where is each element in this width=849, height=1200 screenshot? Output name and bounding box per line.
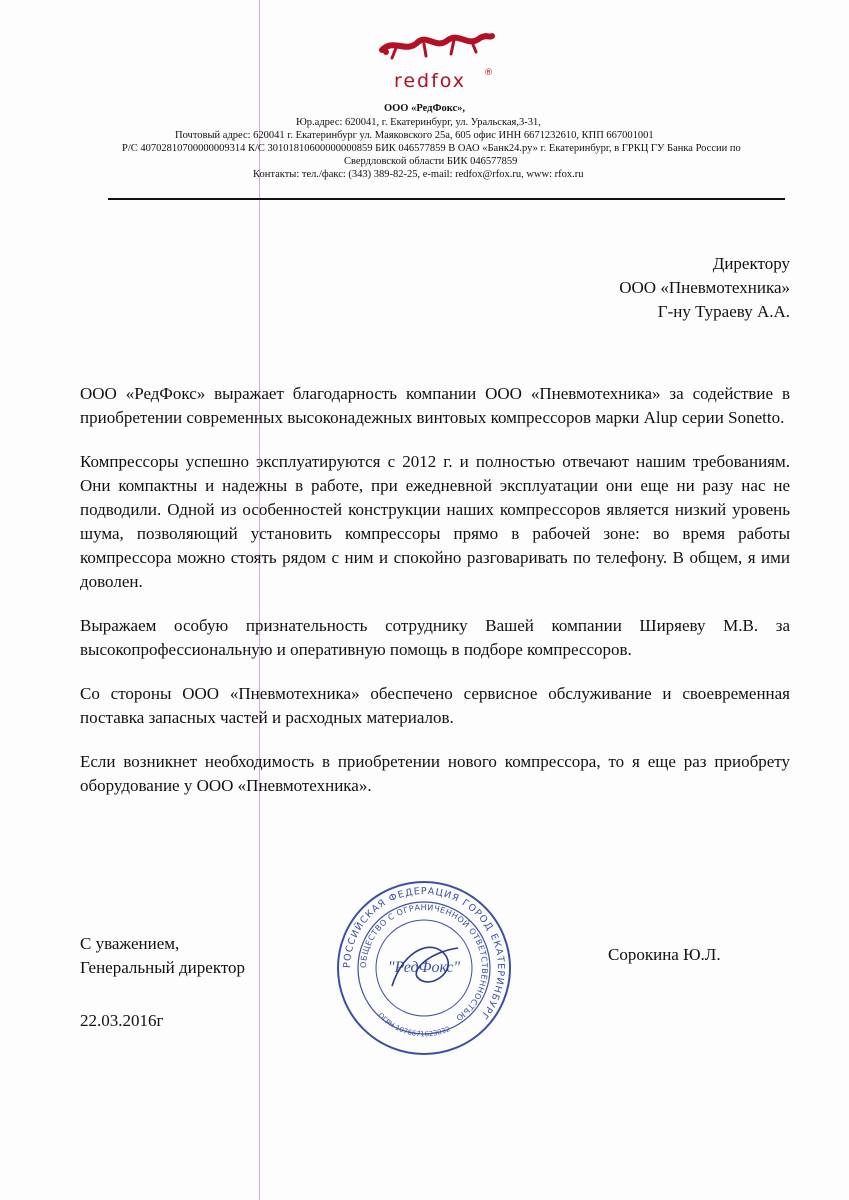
brand-name: redfox (393, 70, 467, 92)
postal-address: Почтовый адрес: 620041 г. Екатеринбург ул. Маяковского 25а, 605 офис ИНН 6671232610, КПП 667001001 (175, 130, 654, 141)
signature-block (80, 932, 245, 980)
bank-details-cont: Свердловской области БИК 046577859 (344, 156, 518, 167)
redfox-logo-icon (376, 28, 496, 68)
signer-position: Генеральный директор (80, 958, 246, 977)
bank-details: Р/С 40702810700000009314 К/С 30101810600000000859 БИК 046577859 В ОАО «Банк24.ру» г. Екатеринбург, в ГРКЦ ГУ Банка России по (122, 143, 741, 154)
letter-date: 22.03.2016г (80, 1011, 164, 1030)
paragraph: ООО «РедФокс» выражает благодарность компании ООО «Пневмотехника» за содействие в приобретении современных высоконадежных винтовых компрессоров марки Alup серии Sonetto. (80, 384, 790, 427)
header-divider (108, 198, 785, 200)
company-stamp-icon (334, 878, 514, 1058)
paragraph: Выражаем особую признательность сотруднику Вашей компании Ширяеву М.В. за высокопрофессиональную и оперативную помощь в подборе компрессоров. (80, 616, 790, 659)
paragraph: Если возникнет необходимость в приобретении нового компрессора, то я еще раз приобрету оборудование у ООО «Пневмотехника». (80, 752, 790, 795)
addressee-person: Г-ну Тураеву А.А. (657, 302, 790, 321)
stamp-ogrn: ОГРН 1076671623032 (376, 1011, 452, 1039)
addressee-block (619, 252, 790, 324)
paragraph: Со стороны ООО «Пневмотехника» обеспечено сервисное обслуживание и своевременная поставка запасных частей и расходных материалов. (80, 684, 790, 727)
addressee-title: Директору (712, 254, 790, 273)
letter-body (80, 382, 790, 818)
company-name: ООО «РедФокс», (383, 103, 466, 114)
paragraph: Компрессоры успешно эксплуатируются с 2012 г. и полностью отвечают нашим требованиям. Они компактны и надежны в работе, при ежедневной эксплуатации они еще ни разу нас не подводили. Одной из особенностей конструкции наших компрессоров является низкий уровень шума, позволяющий установить компрессоры прямо в рабочей зоне: во время работы компрессора можно стоять рядом с ним и спокойно разговаривать по телефону. В общем, я ими доволен. (80, 452, 790, 591)
stamp-center-text: "РедФокс" (387, 959, 461, 976)
stamp-inner-text: ОБЩЕСТВО С ОГРАНИЧЕННОЙ ОТВЕТСТВЕННОСТЬЮ (358, 902, 490, 1023)
addressee-company: ООО «Пневмотехника» (619, 278, 790, 297)
signer-name: Сорокина Ю.Л. (608, 945, 721, 964)
closing: С уважением, (80, 934, 180, 953)
contacts: Контакты: тел./факс: (343) 389-82-25, e-mail: redfox@rfox.ru, www: rfox.ru (253, 169, 584, 180)
stamp-outer-text: РОССИЙСКАЯ ФЕДЕРАЦИЯ ГОРОД ЕКАТЕРИНБУРГ (341, 885, 507, 1022)
legal-address: Юр.адрес: 620041, г. Екатеринбург, ул. Уральская,3-31, (296, 117, 541, 128)
registered-mark: ® (484, 68, 493, 78)
svg-text:ОГРН 1076671623032 (376, 1012, 451, 1039)
